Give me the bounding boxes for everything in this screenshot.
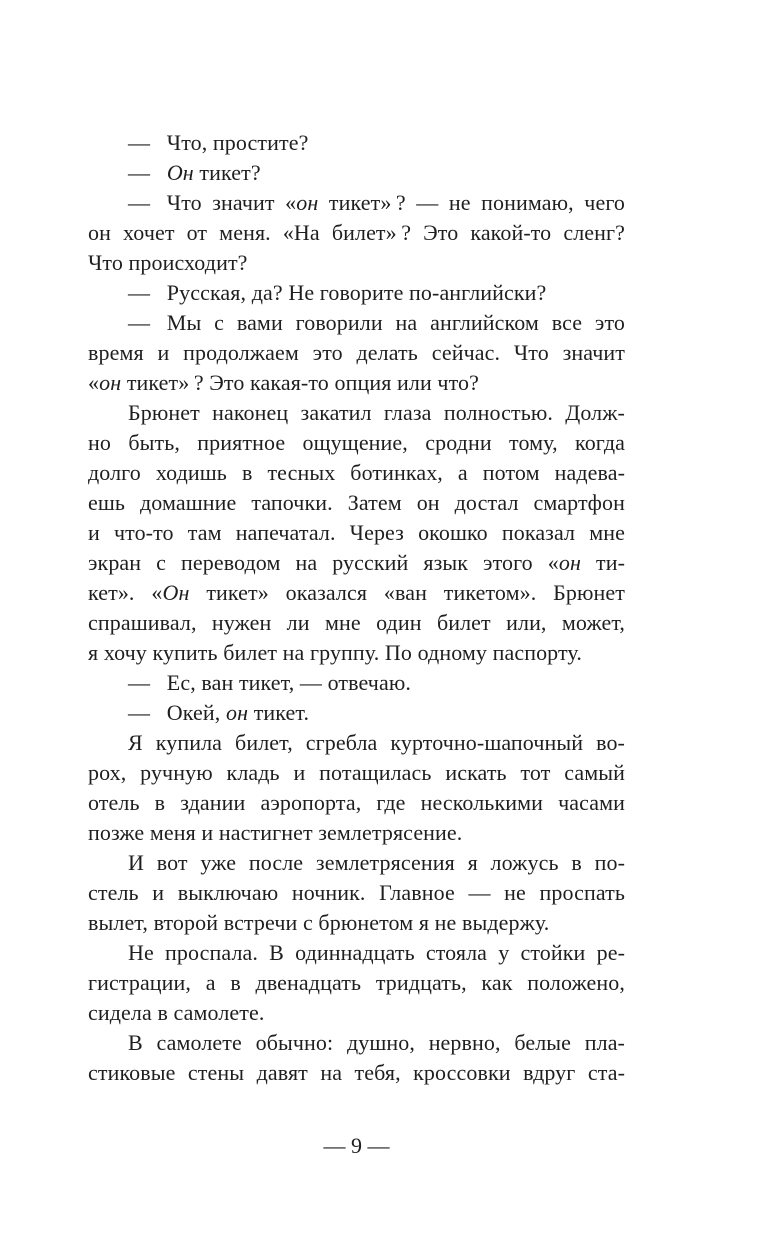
text-line: [88, 638, 625, 668]
text-line: [88, 338, 625, 368]
text-line: [88, 368, 625, 398]
text-block: [88, 128, 625, 1088]
paragraph: [88, 398, 625, 668]
text-line: [88, 398, 625, 428]
text-segment: кет». «: [88, 580, 163, 605]
text-segment: — Что, простите?: [128, 130, 309, 155]
text-segment: Не проспала. В одиннадцать стояла у стойки ре-: [128, 940, 625, 965]
text-line: [88, 248, 625, 278]
text-line: [88, 878, 625, 908]
text-segment: — Окей,: [128, 700, 226, 725]
text-line: [88, 668, 625, 698]
text-line: [88, 158, 625, 188]
text-segment: гистрации, а в двенадцать тридцать, как положено,: [88, 970, 625, 995]
paragraph: [88, 188, 625, 278]
text-segment: Брюнет наконец закатил глаза полностью. Долж-: [128, 400, 625, 425]
text-segment: «: [88, 370, 100, 395]
text-segment: я хочу купить билет на группу. По одному паспорту.: [88, 640, 582, 665]
text-line: [88, 1028, 625, 1058]
text-line: [88, 998, 625, 1028]
text-segment: но быть, приятное ощущение, сродни тому, когда: [88, 430, 625, 455]
text-segment: стиковые стены давят на тебя, кроссовки вдруг ста-: [88, 1060, 625, 1085]
text-segment: вылет, второй встречи с брюнетом я не выдержу.: [88, 910, 550, 935]
italic-text-segment: он: [558, 550, 581, 575]
italic-text-segment: Он: [166, 160, 194, 185]
paragraph: [88, 158, 625, 188]
text-line: [88, 608, 625, 638]
italic-text-segment: он: [99, 370, 122, 395]
text-segment: долго ходишь в тесных ботинках, а потом надева-: [88, 460, 625, 485]
paragraph: [88, 128, 625, 158]
text-segment: ешь домашние тапочки. Затем он достал смартфон: [88, 490, 625, 515]
text-segment: спрашивал, нужен ли мне один билет или, может,: [88, 610, 625, 635]
text-line: [88, 1058, 625, 1088]
text-segment: тикет?: [193, 160, 261, 185]
text-segment: ти-: [581, 550, 625, 575]
text-segment: и что-то там напечатал. Через окошко показал мне: [88, 520, 625, 545]
page-number: — 9 —: [323, 1133, 390, 1158]
text-line: [88, 188, 625, 218]
text-line: [88, 728, 625, 758]
text-line: [88, 758, 625, 788]
text-segment: — Русская, да? Не говорите по-английски?: [128, 280, 547, 305]
paragraph: [88, 938, 625, 1028]
text-line: [88, 488, 625, 518]
text-line: [88, 848, 625, 878]
paragraph: [88, 698, 625, 728]
italic-text-segment: он: [225, 700, 249, 725]
text-segment: — Мы с вами говорили на английском все это: [128, 310, 625, 335]
text-line: [88, 548, 625, 578]
text-segment: тикет» ? — не понимаю, чего: [318, 190, 625, 215]
text-line: [88, 788, 625, 818]
paragraph: [88, 1028, 625, 1088]
text-segment: позже меня и настигнет землетрясение.: [88, 820, 463, 845]
text-segment: В самолете обычно: душно, нервно, белые пла-: [128, 1030, 625, 1055]
italic-text-segment: он: [296, 190, 319, 215]
text-segment: отель в здании аэропорта, где несколькими часами: [88, 790, 625, 815]
text-segment: И вот уже после землетрясения я ложусь в по-: [128, 850, 625, 875]
text-line: [88, 968, 625, 998]
text-line: [88, 458, 625, 488]
text-segment: рох, ручную кладь и потащилась искать тот самый: [88, 760, 625, 785]
paragraph: [88, 308, 625, 398]
paragraph: [88, 848, 625, 938]
text-line: [88, 818, 625, 848]
text-line: [88, 938, 625, 968]
text-segment: тикет» ? Это какая-то опция или что?: [121, 370, 479, 395]
text-line: [88, 698, 625, 728]
text-line: [88, 428, 625, 458]
text-segment: Я купила билет, сгребла курточно-шапочный во-: [128, 730, 625, 755]
text-line: [88, 128, 625, 158]
text-segment: тикет.: [248, 700, 310, 725]
italic-text-segment: Он: [162, 580, 190, 605]
paragraph: [88, 728, 625, 848]
text-segment: экран с переводом на русский язык этого «: [88, 550, 559, 575]
text-line: [88, 308, 625, 338]
text-line: [88, 578, 625, 608]
text-segment: тикет» оказался «ван тикетом». Брюнет: [189, 580, 625, 605]
text-segment: Что происходит?: [88, 250, 248, 275]
text-line: [88, 518, 625, 548]
text-segment: стель и выключаю ночник. Главное — не проспать: [88, 880, 625, 905]
paragraph: [88, 278, 625, 308]
text-segment: сидела в самолете.: [88, 1000, 265, 1025]
text-segment: — Что значит «: [128, 190, 297, 215]
text-segment: время и продолжаем это делать сейчас. Что значит: [88, 340, 625, 365]
paragraph: [88, 668, 625, 698]
text-segment: — Ес, ван тикет, — отвечаю.: [128, 670, 411, 695]
text-segment: он хочет от меня. «На билет» ? Это какой-то сленг?: [88, 220, 625, 245]
text-segment: —: [128, 160, 167, 185]
text-line: [88, 218, 625, 248]
text-line: [88, 278, 625, 308]
text-line: [88, 908, 625, 938]
